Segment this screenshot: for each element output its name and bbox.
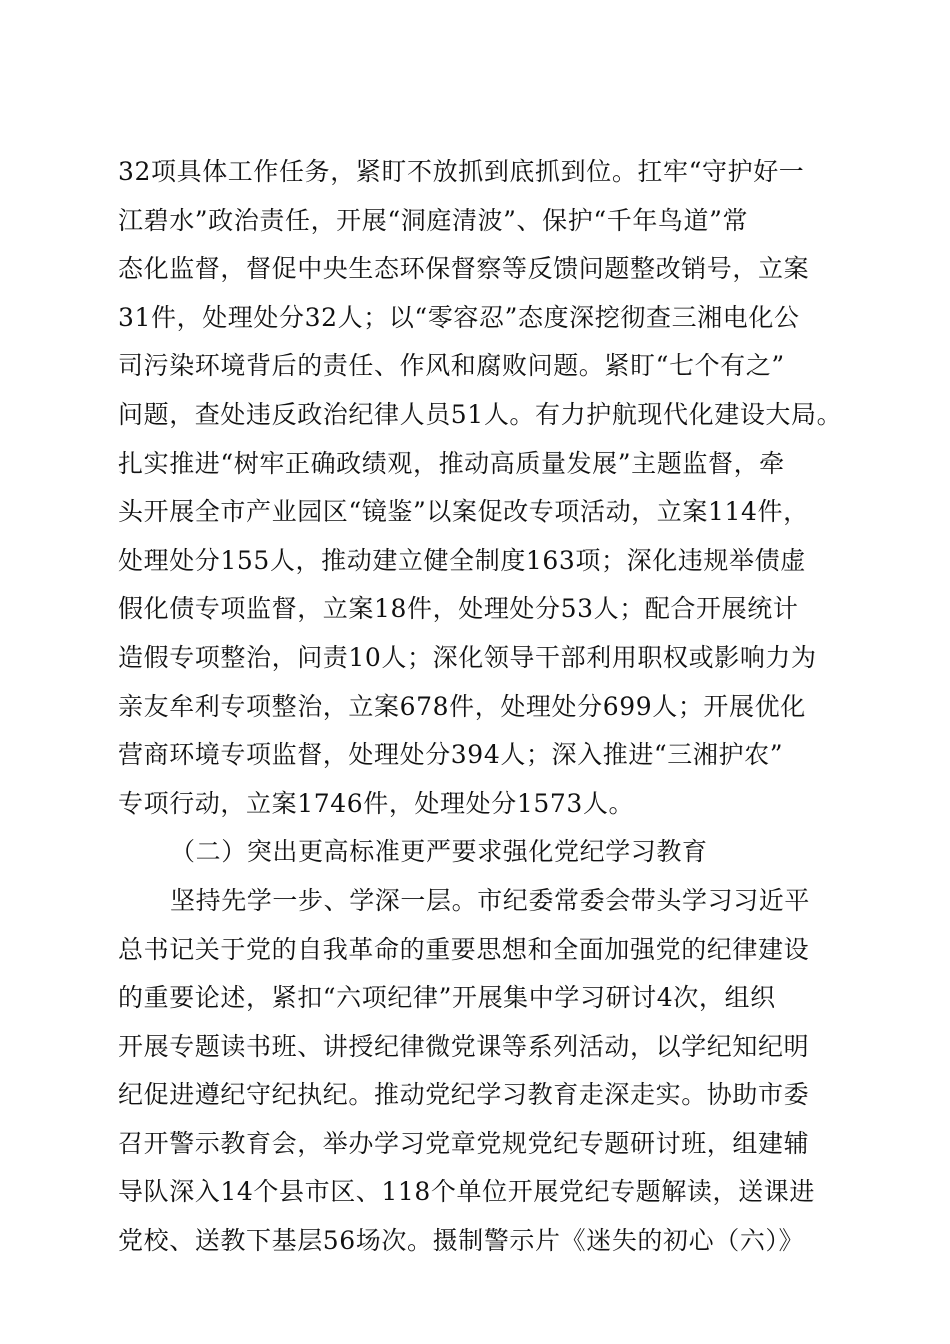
text-line: 专项行动，立案1746件，处理处分1573人。 [118,788,635,818]
text-line: 总书记关于党的自我革命的重要思想和全面加强党的纪律建设 [118,934,810,964]
text-line: 扎实推进“树牢正确政绩观，推动高质量发展”主题监督，牵 [118,448,785,478]
text-line: 党校、送教下基层56场次。摄制警示片《迷失的初心（六）》 [118,1226,805,1256]
text-line: 造假专项整治，问责10人；深化领导干部利用职权或影响力为 [118,642,817,672]
text-line: 头开展全市产业园区“镜鉴”以案促改专项活动，立案114件， [118,497,809,527]
text-line: 纪促进遵纪守纪执纪。推动党纪学习教育走深走实。协助市委 [118,1080,810,1110]
text-line: 32项具体工作任务，紧盯不放抓到底抓到位。扛牢“守护好一 [118,157,805,186]
text-line: 31件，处理处分32人；以“零容忍”态度深挖彻查三湘电化公 [118,302,800,332]
text-line: 开展专题读书班、讲授纪律微党课等系列活动，以学纪知纪明 [118,1031,810,1061]
text-line: 坚持先学一步、学深一层。市纪委常委会带头学习习近平 [170,885,811,915]
text-line: 亲友牟利专项整治，立案678件，处理处分699人；开展优化 [118,691,806,721]
text-line: 召开警示教育会，举办学习党章党规党纪专题研讨班，组建辅 [118,1128,810,1158]
text-line: 导队深入14个县市区、118个单位开展党纪专题解读，送课进 [118,1177,815,1207]
text-line: 司污染环境背后的责任、作风和腐败问题。紧盯“七个有之” [118,351,785,381]
text-line: 问题，查处违反政治纪律人员51人。有力护航现代化建设大局。 [118,399,843,429]
section-heading: （二）突出更高标准更严要求强化党纪学习教育 [170,837,708,867]
text-line: 营商环境专项监督，处理处分394人；深入推进“三湘护农” [118,740,784,770]
paragraph-1 [118,148,843,828]
text-line: 态化监督，督促中央生态环保督察等反馈问题整改销号，立案 [118,254,810,284]
document-body [118,148,843,1266]
text-line: 江碧水”政治责任，开展“洞庭清波”、保护“千年鸟道”常 [118,205,749,235]
paragraph-2 [118,877,838,1266]
text-line: 的重要论述，紧扣“六项纪律”开展集中学习研讨4次，组织 [118,983,776,1013]
text-line: 处理处分155人，推动建立健全制度163项；深化违规举债虚 [118,545,806,575]
text-line: 假化债专项监督，立案18件，处理处分53人；配合开展统计 [118,594,799,624]
